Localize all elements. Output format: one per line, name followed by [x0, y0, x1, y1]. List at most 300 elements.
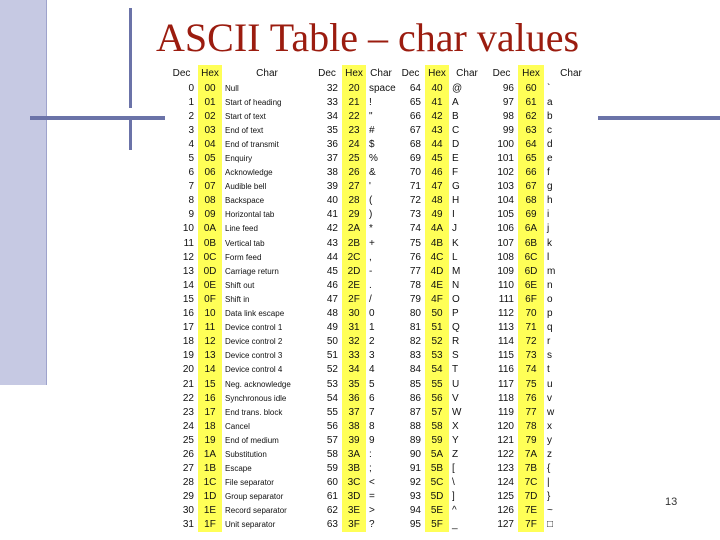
- table-cell: 18: [182, 336, 194, 348]
- table-cell: 33: [342, 349, 366, 363]
- table-cell: 38: [326, 167, 338, 179]
- table-cell: Acknowledge: [225, 168, 273, 178]
- table-cell: X: [452, 420, 459, 432]
- table-cell: 25: [342, 151, 366, 165]
- table-cell: 4: [188, 138, 194, 150]
- table-cell: 5F: [425, 518, 449, 532]
- table-cell: 27: [182, 463, 194, 475]
- table-cell: 70: [518, 307, 544, 321]
- table-cell: 94: [409, 505, 421, 517]
- table-cell: o: [547, 293, 553, 305]
- table-cell: 73: [409, 209, 421, 221]
- table-row: [165, 123, 598, 137]
- table-cell: 37: [342, 405, 366, 419]
- vertical-rule: [129, 8, 132, 108]
- table-cell: 71: [518, 321, 544, 335]
- table-cell: 55: [326, 406, 338, 418]
- table-cell: .: [369, 279, 372, 291]
- table-cell: O: [452, 293, 460, 305]
- table-cell: 72: [518, 335, 544, 349]
- table-cell: S: [452, 350, 459, 362]
- table-cell: Z: [452, 448, 459, 460]
- table-cell: a: [547, 96, 553, 108]
- table-cell: R: [452, 336, 460, 348]
- table-row: [165, 476, 598, 490]
- table-cell: Enquiry: [225, 154, 253, 164]
- table-cell: 45: [326, 265, 338, 277]
- table-cell: Start of heading: [225, 97, 282, 107]
- table-cell: 3B: [342, 462, 366, 476]
- table-cell: 52: [425, 335, 449, 349]
- table-cell: 4D: [425, 264, 449, 278]
- table-cell: 24: [182, 420, 194, 432]
- table-cell: Carriage return: [225, 266, 279, 276]
- table-cell: M: [452, 265, 461, 277]
- table-cell: 105: [497, 209, 514, 221]
- table-cell: I: [452, 209, 455, 221]
- column-header: Hex: [198, 65, 222, 81]
- table-cell: Escape: [225, 464, 252, 474]
- table-cell: 124: [497, 477, 514, 489]
- table-cell: w: [547, 406, 555, 418]
- table-cell: 34: [342, 363, 366, 377]
- table-cell: ': [369, 181, 371, 193]
- table-cell: Unit separator: [225, 520, 276, 530]
- table-cell: r: [547, 336, 551, 348]
- table-cell: 108: [497, 251, 514, 263]
- table-cell: Shift out: [225, 280, 255, 290]
- table-row: [165, 307, 598, 321]
- table-row: [165, 81, 598, 95]
- table-cell: 23: [182, 406, 194, 418]
- table-cell: G: [452, 181, 460, 193]
- table-cell: Backspace: [225, 196, 265, 206]
- table-row: [165, 222, 598, 236]
- table-row: [165, 194, 598, 208]
- table-cell: Device control 4: [225, 365, 283, 375]
- table-cell: 11: [183, 237, 194, 249]
- table-row: [165, 137, 598, 151]
- table-cell: 3A: [342, 447, 366, 461]
- table-cell: 59: [425, 433, 449, 447]
- left-decorative-bar: [0, 0, 47, 385]
- table-cell: 58: [326, 448, 338, 460]
- table-cell: 69: [409, 153, 421, 165]
- table-cell: 39: [342, 433, 366, 447]
- table-cell: 76: [518, 391, 544, 405]
- table-cell: End of transmit: [225, 139, 279, 149]
- table-cell: e: [547, 153, 553, 165]
- table-cell: 74: [518, 363, 544, 377]
- table-cell: 47: [326, 293, 338, 305]
- table-cell: 3F: [342, 518, 366, 532]
- table-cell: (: [369, 195, 373, 207]
- table-cell: 22: [182, 392, 194, 404]
- table-cell: +: [369, 237, 375, 249]
- table-cell: 77: [518, 405, 544, 419]
- column-header: Dec: [401, 67, 420, 79]
- table-cell: m: [547, 265, 556, 277]
- table-cell: H: [452, 195, 460, 207]
- table-cell: ?: [369, 519, 375, 531]
- table-cell: 6A: [518, 222, 544, 236]
- table-cell: d: [547, 138, 553, 150]
- table-cell: 8: [369, 420, 375, 432]
- table-cell: 15: [198, 377, 222, 391]
- table-cell: N: [452, 279, 460, 291]
- table-cell: 82: [409, 336, 421, 348]
- table-cell: 2E: [342, 278, 366, 292]
- table-cell: 95: [409, 519, 421, 531]
- table-cell: 7D: [518, 490, 544, 504]
- table-cell: 0: [188, 82, 194, 94]
- table-cell: 93: [409, 491, 421, 503]
- table-cell: b: [547, 110, 553, 122]
- table-cell: 112: [498, 308, 514, 320]
- table-cell: 69: [518, 208, 544, 222]
- table-cell: 6F: [518, 292, 544, 306]
- table-cell: 65: [409, 96, 421, 108]
- table-row: [165, 447, 598, 461]
- table-cell: 13: [182, 265, 194, 277]
- table-cell: 120: [497, 420, 514, 432]
- table-cell: 6C: [518, 250, 544, 264]
- table-cell: 42: [326, 223, 338, 235]
- table-row: [165, 490, 598, 504]
- table-cell: 2B: [342, 236, 366, 250]
- table-cell: q: [547, 322, 553, 334]
- table-cell: 5: [369, 378, 375, 390]
- table-cell: f: [547, 167, 550, 179]
- table-cell: 3C: [342, 476, 366, 490]
- table-cell: V: [452, 392, 459, 404]
- table-cell: 0C: [198, 250, 222, 264]
- table-cell: 51: [425, 321, 449, 335]
- table-cell: >: [369, 505, 375, 517]
- table-cell: 84: [409, 364, 421, 376]
- table-cell: 2: [188, 110, 194, 122]
- column-header: Dec: [492, 67, 511, 79]
- table-cell: T: [452, 364, 459, 376]
- table-cell: 127: [497, 519, 514, 531]
- table-cell: 110: [498, 279, 514, 291]
- table-cell: _: [452, 519, 458, 531]
- table-cell: v: [547, 392, 552, 404]
- table-cell: 1E: [198, 504, 222, 518]
- table-cell: 36: [326, 138, 338, 150]
- table-cell: 118: [498, 392, 514, 404]
- table-cell: 67: [409, 124, 421, 136]
- table-cell: 7C: [518, 476, 544, 490]
- table-cell: P: [452, 308, 459, 320]
- table-cell: 5B: [425, 462, 449, 476]
- table-cell: 65: [518, 151, 544, 165]
- table-cell: 70: [409, 167, 421, 179]
- table-cell: Form feed: [225, 252, 262, 262]
- table-cell: 1C: [198, 476, 222, 490]
- table-cell: □: [547, 519, 554, 531]
- table-row: [165, 321, 598, 335]
- table-cell: 16: [198, 391, 222, 405]
- table-cell: 1B: [198, 462, 222, 476]
- table-cell: 71: [409, 181, 421, 193]
- table-row: [165, 504, 598, 518]
- table-cell: 22: [342, 109, 366, 123]
- table-row: [165, 250, 598, 264]
- table-cell: 53: [425, 349, 449, 363]
- table-cell: A: [452, 96, 459, 108]
- table-cell: =: [369, 491, 375, 503]
- table-cell: 11: [198, 321, 222, 335]
- table-cell: 78: [409, 279, 421, 291]
- table-cell: @: [452, 82, 463, 94]
- table-cell: 17: [198, 405, 222, 419]
- table-cell: 7: [188, 181, 194, 193]
- table-cell: 4A: [425, 222, 449, 236]
- table-cell: 57: [326, 434, 338, 446]
- table-cell: 55: [425, 377, 449, 391]
- table-cell: C: [452, 124, 460, 136]
- table-cell: 6E: [518, 278, 544, 292]
- table-row: [165, 349, 598, 363]
- table-cell: 1: [188, 96, 194, 108]
- table-cell: 75: [409, 237, 421, 249]
- table-row: [165, 278, 598, 292]
- table-cell: 107: [497, 237, 514, 249]
- table-cell: 8: [188, 195, 194, 207]
- table-cell: 126: [497, 505, 514, 517]
- table-cell: 60: [518, 81, 544, 95]
- table-row: [165, 335, 598, 349]
- table-cell: 3: [188, 124, 194, 136]
- table-cell: \: [452, 477, 455, 489]
- table-cell: W: [452, 406, 462, 418]
- table-cell: 6B: [518, 236, 544, 250]
- table-row: [165, 405, 598, 419]
- table-cell: 1A: [198, 447, 222, 461]
- table-cell: space: [369, 82, 396, 94]
- table-cell: g: [547, 181, 553, 193]
- table-cell: [: [452, 463, 455, 475]
- table-cell: Start of text: [225, 111, 266, 121]
- table-cell: *: [369, 223, 373, 235]
- table-cell: 1: [369, 322, 375, 334]
- table-cell: 33: [326, 96, 338, 108]
- table-cell: 34: [326, 110, 338, 122]
- table-cell: 81: [409, 322, 421, 334]
- table-cell: 5D: [425, 490, 449, 504]
- table-cell: $: [369, 138, 375, 150]
- table-cell: Vertical tab: [225, 238, 265, 248]
- table-cell: 9: [369, 434, 375, 446]
- table-cell: j: [547, 223, 550, 235]
- table-cell: /: [369, 293, 372, 305]
- table-cell: 35: [326, 124, 338, 136]
- table-cell: 54: [326, 392, 338, 404]
- table-row: [165, 236, 598, 250]
- table-cell: -: [369, 265, 373, 277]
- table-cell: s: [547, 350, 552, 362]
- table-cell: 05: [198, 151, 222, 165]
- table-cell: 44: [326, 251, 338, 263]
- table-cell: 117: [498, 378, 514, 390]
- table-cell: 01: [198, 95, 222, 109]
- table-cell: 4: [369, 364, 375, 376]
- table-cell: 43: [326, 237, 338, 249]
- table-cell: 0: [369, 308, 375, 320]
- table-cell: 12: [182, 251, 194, 263]
- table-cell: 79: [518, 433, 544, 447]
- table-cell: 7: [369, 406, 375, 418]
- table-cell: 86: [409, 392, 421, 404]
- table-cell: 37: [326, 153, 338, 165]
- table-cell: `: [547, 82, 551, 94]
- table-cell: h: [547, 195, 553, 207]
- table-cell: 60: [326, 477, 338, 489]
- column-header: Dec: [172, 67, 191, 79]
- page-number: 13: [665, 496, 678, 508]
- table-cell: Y: [452, 434, 459, 446]
- table-cell: 41: [425, 95, 449, 109]
- table-cell: 3E: [342, 504, 366, 518]
- table-cell: 50: [425, 307, 449, 321]
- table-cell: 24: [342, 137, 366, 151]
- table-cell: 90: [409, 448, 421, 460]
- table-cell: 28: [182, 477, 194, 489]
- table-cell: B: [452, 110, 459, 122]
- table-row: [165, 95, 598, 109]
- table-cell: U: [452, 378, 460, 390]
- table-cell: Device control 1: [225, 323, 283, 333]
- table-cell: 3: [369, 350, 375, 362]
- table-cell: 80: [409, 308, 421, 320]
- table-row: [165, 377, 598, 391]
- table-cell: 10: [198, 307, 222, 321]
- table-cell: 78: [518, 419, 544, 433]
- table-cell: z: [547, 448, 552, 460]
- table-cell: i: [547, 209, 550, 221]
- table-cell: 96: [502, 82, 514, 94]
- table-cell: 7E: [518, 504, 544, 518]
- table-cell: l: [547, 251, 550, 263]
- table-cell: 27: [342, 180, 366, 194]
- table-cell: 56: [425, 391, 449, 405]
- table-cell: 64: [409, 82, 421, 94]
- table-cell: ;: [369, 463, 372, 475]
- table-cell: 12: [198, 335, 222, 349]
- table-cell: 03: [198, 123, 222, 137]
- table-cell: 0A: [198, 222, 222, 236]
- column-header: Dec: [318, 67, 336, 79]
- table-row: [165, 292, 598, 306]
- table-cell: 09: [198, 208, 222, 222]
- table-cell: 3D: [342, 490, 366, 504]
- table-cell: 35: [342, 377, 366, 391]
- table-cell: ,: [369, 251, 372, 263]
- table-cell: 92: [409, 477, 421, 489]
- table-cell: 5A: [425, 447, 449, 461]
- table-cell: 2A: [342, 222, 366, 236]
- table-cell: 38: [342, 419, 366, 433]
- table-cell: J: [452, 223, 457, 235]
- table-cell: Null: [225, 83, 239, 93]
- table-cell: 76: [409, 251, 421, 263]
- table-cell: 102: [497, 167, 514, 179]
- table-cell: #: [369, 124, 375, 136]
- table-cell: 26: [342, 166, 366, 180]
- table-cell: 0E: [198, 278, 222, 292]
- table-cell: 59: [326, 463, 338, 475]
- table-cell: 62: [326, 505, 338, 517]
- table-cell: %: [369, 153, 378, 165]
- table-cell: 49: [326, 322, 338, 334]
- table-cell: 00: [198, 81, 222, 95]
- table-cell: 122: [497, 448, 514, 460]
- table-cell: 77: [409, 265, 421, 277]
- table-cell: E: [452, 153, 459, 165]
- table-cell: 10: [182, 223, 194, 235]
- table-cell: 75: [518, 377, 544, 391]
- table-cell: 14: [182, 279, 194, 291]
- ascii-table: [165, 65, 598, 532]
- table-cell: 02: [198, 109, 222, 123]
- table-cell: Neg. acknowledge: [225, 379, 291, 389]
- table-cell: 6D: [518, 264, 544, 278]
- table-cell: 29: [182, 491, 194, 503]
- table-row: [165, 264, 598, 278]
- table-cell: 4F: [425, 292, 449, 306]
- table-cell: 47: [425, 180, 449, 194]
- table-cell: 100: [497, 138, 514, 150]
- table-cell: 67: [518, 180, 544, 194]
- table-cell: 68: [409, 138, 421, 150]
- table-cell: 39: [326, 181, 338, 193]
- table-cell: 46: [326, 279, 338, 291]
- table-cell: 50: [326, 336, 338, 348]
- table-cell: Substitution: [225, 449, 267, 459]
- table-cell: x: [547, 420, 552, 432]
- table-cell: 19: [198, 433, 222, 447]
- table-row: [165, 166, 598, 180]
- table-cell: u: [547, 378, 553, 390]
- table-cell: 104: [497, 195, 514, 207]
- column-header: Hex: [518, 65, 544, 81]
- table-cell: <: [369, 477, 375, 489]
- table-cell: 6: [369, 392, 375, 404]
- table-row: [165, 518, 598, 532]
- table-cell: 106: [497, 223, 514, 235]
- table-cell: 48: [326, 308, 338, 320]
- table-cell: 49: [425, 208, 449, 222]
- table-cell: 26: [182, 448, 194, 460]
- table-cell: 51: [326, 350, 338, 362]
- table-cell: 115: [498, 350, 514, 362]
- table-cell: Horizontal tab: [225, 210, 275, 220]
- column-header: Hex: [342, 65, 366, 81]
- table-cell: 1F: [198, 518, 222, 532]
- table-row: [165, 462, 598, 476]
- table-cell: F: [452, 167, 459, 179]
- table-cell: 85: [409, 378, 421, 390]
- table-cell: Audible bell: [225, 182, 267, 192]
- table-cell: 7A: [518, 447, 544, 461]
- table-row: [165, 363, 598, 377]
- table-cell: Data link escape: [225, 309, 285, 319]
- table-cell: 31: [342, 321, 366, 335]
- table-cell: 57: [425, 405, 449, 419]
- column-header: Char: [256, 67, 278, 79]
- table-cell: L: [452, 251, 458, 263]
